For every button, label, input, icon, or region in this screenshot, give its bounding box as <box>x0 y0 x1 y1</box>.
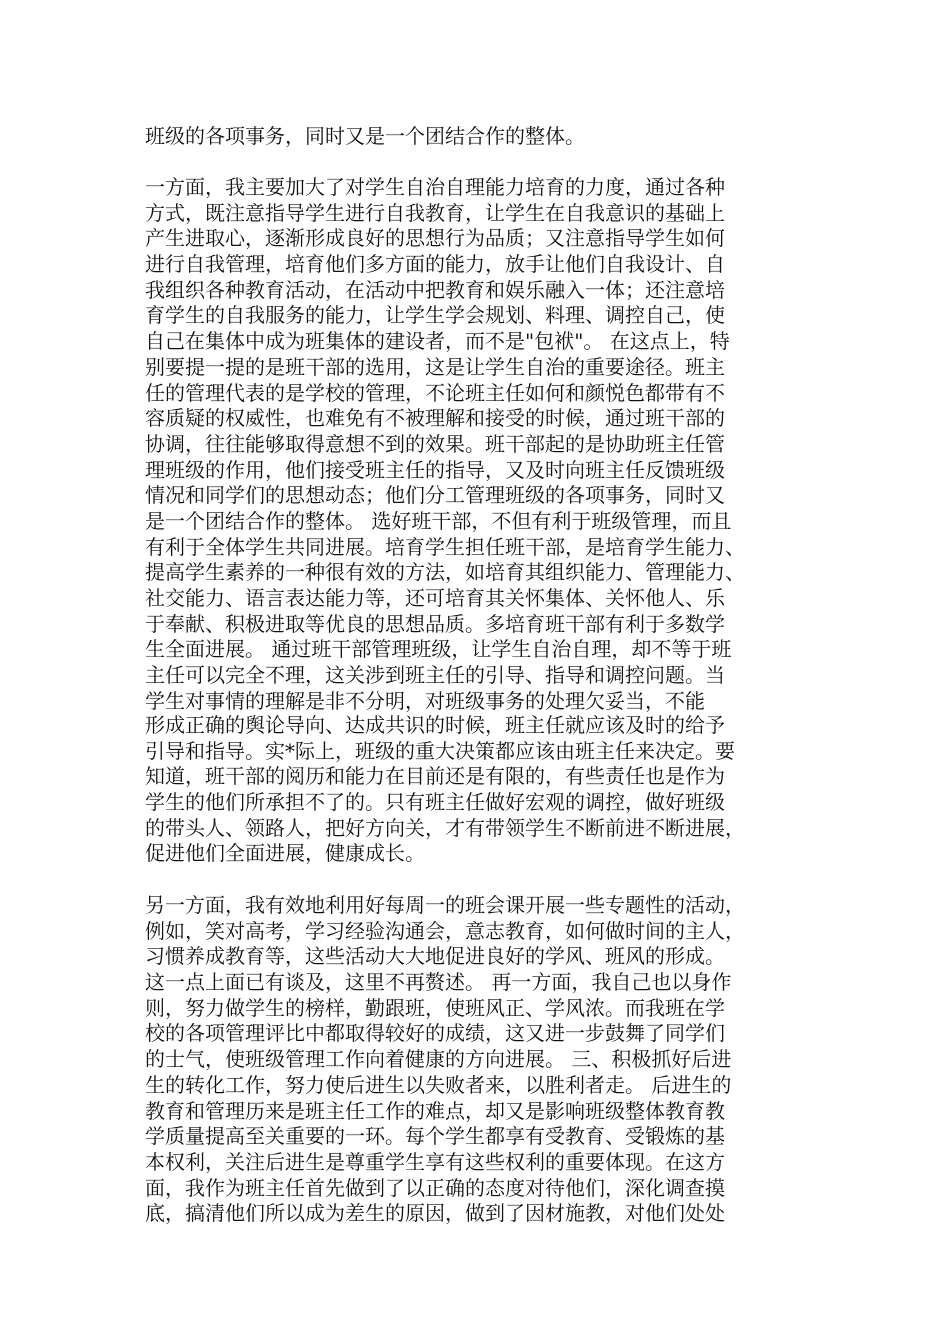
text-line: 生全面进展。 通过班干部管理班级，让学生自治自理，却不等于班 <box>145 637 732 662</box>
paragraph-3 <box>145 713 825 867</box>
text-line: 的带头人、领路人，把好方向关，才有带领学生不断前进不断进展， <box>145 815 745 840</box>
text-line: 校的各项管理评比中都取得较好的成绩，这又进一步鼓舞了同学们 <box>145 1021 725 1046</box>
paragraph-2 <box>145 175 825 714</box>
text-line: 进行自我管理，培育他们多方面的能力，放手让他们自我设计、自 <box>145 252 725 277</box>
paragraph-1 <box>145 124 825 150</box>
text-line: 自己在集体中成为班集体的建设者，而不是"包袱"。 在这点上，特 <box>145 329 730 354</box>
text-line: 形成正确的舆论导向、达成共识的时候，班主任就应该及时的给予 <box>145 713 725 737</box>
text-line: 社交能力、语言表达能力等，还可培育其关怀集体、关怀他人、乐 <box>145 586 725 610</box>
text-line: 主任可以完全不理，这关涉到班主任的引导、指导和调控问题。当 <box>145 663 725 688</box>
text-line: 学生的他们所承担不了的。只有班主任做好宏观的调控，做好班级 <box>145 790 725 815</box>
text-line: 教育和管理历来是班主任工作的难点，却又是影响班级整体教育教 <box>145 1098 725 1123</box>
text-line: 容质疑的权威性，也难免有不被理解和接受的时候，通过班干部的 <box>145 406 725 431</box>
text-line: 别要提一提的是班干部的选用，这是让学生自治的重要途径。班主 <box>145 354 725 379</box>
text-line: 情况和同学们的思想动态；他们分工管理班级的各项事务，同时又 <box>145 483 725 508</box>
text-line: 协调，往往能够取得意想不到的效果。班干部起的是协助班主任管 <box>145 431 725 456</box>
text-line: 育学生的自我服务的能力，让学生学会规划、料理、调控自己，使 <box>145 303 725 328</box>
text-line: 知道，班干部的阅历和能力在目前还是有限的，有些责任也是作为 <box>145 764 725 789</box>
text-line: 例如，笑对高考，学习经验沟通会，意志教育，如何做时间的主人， <box>145 918 745 943</box>
text-line: 提高学生素养的一种很有效的方法，如培育其组织能力、管理能力、 <box>145 560 745 585</box>
text-line: 一方面，我主要加大了对学生自治自理能力培育的力度，通过各种 <box>145 175 725 199</box>
text-line: 学质量提高至关重要的一环。每个学生都享有受教育、受锻炼的基 <box>145 1124 725 1149</box>
text-line: 本权利，关注后进生是尊重学生享有这些权利的重要体现。在这方 <box>145 1149 725 1174</box>
paragraph-4 <box>145 893 825 1227</box>
text-line: 有利于全体学生共同进展。培育学生担任班干部，是培育学生能力、 <box>145 534 745 559</box>
text-line: 促进他们全面进展，健康成长。 <box>145 841 425 866</box>
text-line: 习惯养成教育等，这些活动大大地促进良好的学风、班风的形成。 <box>145 944 725 969</box>
text-line: 班级的各项事务，同时又是一个团结合作的整体。 <box>145 124 585 148</box>
text-line: 底，搞清他们所以成为差生的原因，做到了因材施教，对他们处处 <box>145 1201 725 1226</box>
text-line: 产生进取心，逐渐形成良好的思想行为品质；又注意指导学生如何 <box>145 226 725 251</box>
text-line: 于奉献、积极进取等优良的思想品质。多培育班干部有利于多数学 <box>145 611 725 636</box>
text-line: 则，努力做学生的榜样，勤跟班，使班风正、学风浓。而我班在学 <box>145 995 725 1020</box>
text-line: 我组织各种教育活动，在活动中把教育和娱乐融入一体；还注意培 <box>145 277 725 302</box>
text-line: 引导和指导。实*际上，班级的重大决策都应该由班主任来决定。要 <box>145 738 735 763</box>
text-line: 另一方面，我有效地利用好每周一的班会课开展一些专题性的活动， <box>145 893 745 917</box>
text-line: 生的转化工作，努力使后进生以失败者来，以胜利者走。 后进生的 <box>145 1072 732 1097</box>
text-line: 面，我作为班主任首先做到了以正确的态度对待他们，深化调查摸 <box>145 1175 725 1200</box>
text-line: 这一点上面已有谈及，这里不再赘述。 再一方面，我自己也以身作 <box>145 970 732 995</box>
text-line: 任的管理代表的是学校的管理，不论班主任如何和颜悦色都带有不 <box>145 380 725 405</box>
text-line: 是一个团结合作的整体。 选好班干部，不但有利于班级管理，而且 <box>145 508 732 533</box>
text-line: 方式，既注意指导学生进行自我教育，让学生在自我意识的基础上 <box>145 200 725 225</box>
text-line: 理班级的作用，他们接受班主任的指导，又及时向班主任反馈班级 <box>145 457 725 482</box>
text-line: 学生对事情的理解是非不分明，对班级事务的处理欠妥当，不能 <box>145 688 705 713</box>
text-line: 的士气，使班级管理工作向着健康的方向进展。 三、积极抓好后进 <box>145 1047 732 1072</box>
